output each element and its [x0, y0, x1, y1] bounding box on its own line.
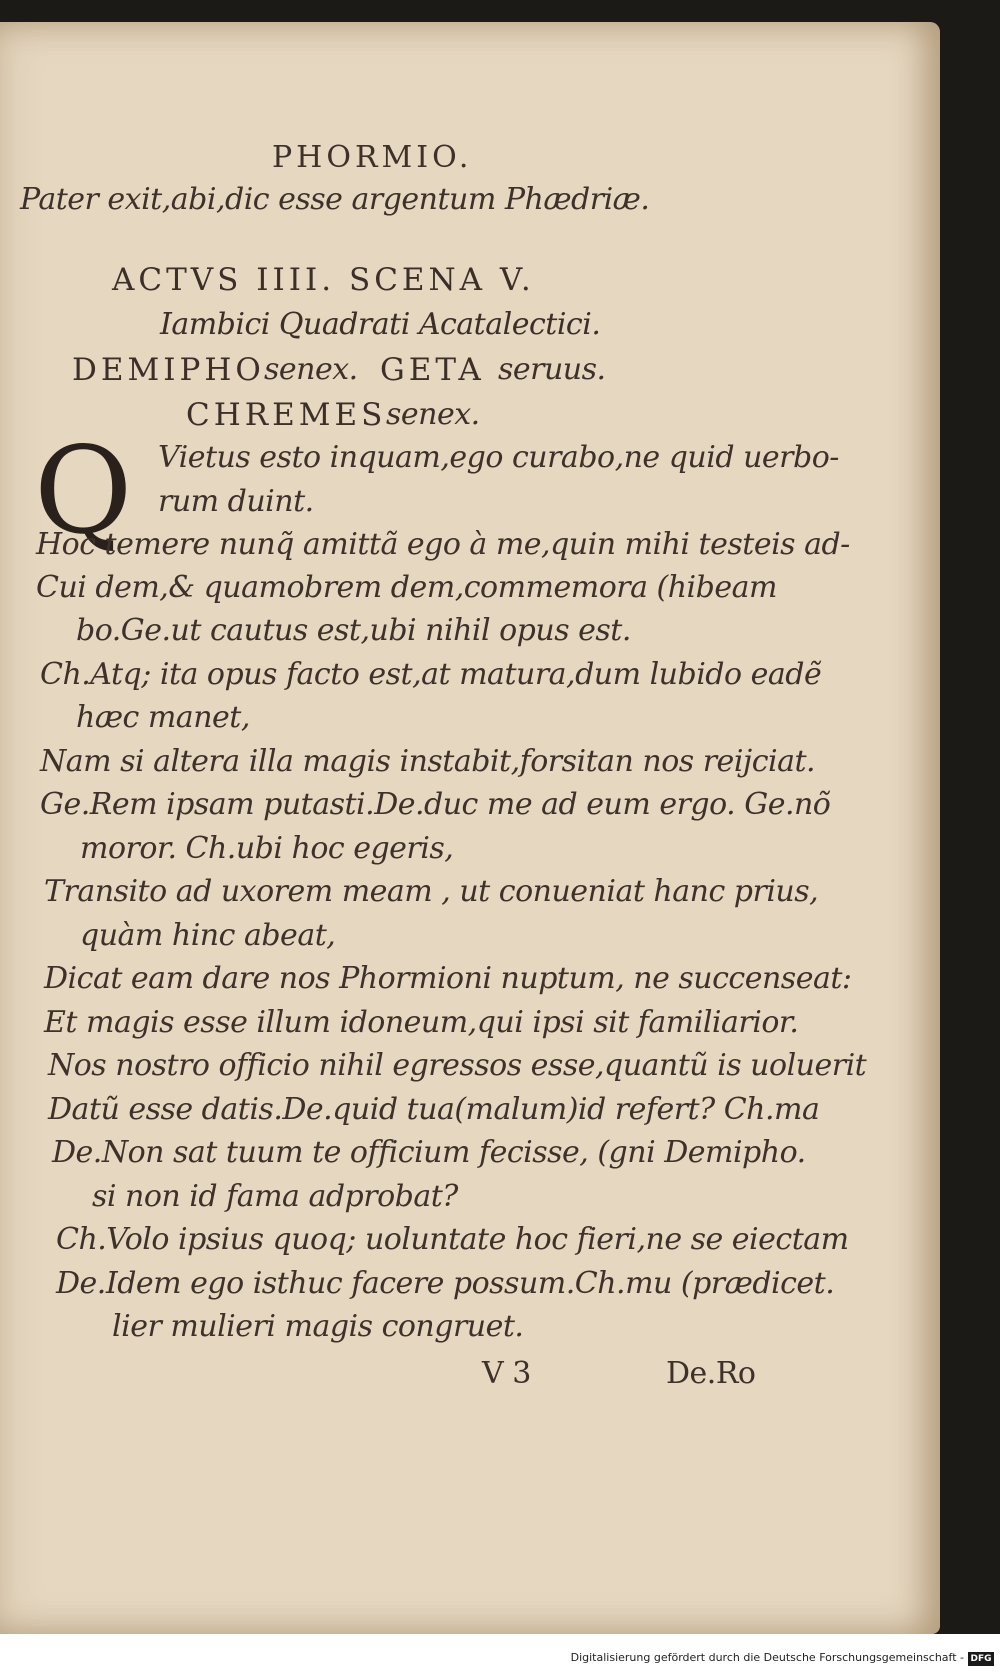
footer-bar: [0, 1634, 1000, 1678]
meter-heading: Iambici Quadrati Acatalectici.: [160, 307, 601, 342]
text-line: si non id fama adprobat?: [92, 1179, 458, 1214]
speaker-role: senex.: [386, 397, 480, 432]
book-page: [0, 22, 940, 1634]
footer-credit: Digitalisierung gefördert durch die Deutsche Forschungsgemeinschaft -: [570, 1651, 964, 1664]
speaker-geta: GETA: [380, 352, 485, 388]
catchword: De.Ro: [666, 1356, 756, 1391]
text-line: quàm hinc abeat,: [80, 918, 336, 953]
text-line: Nam si altera illa magis instabit,forsitan nos reijciat.: [40, 744, 816, 779]
page-content: [0, 22, 940, 1634]
running-head: PHORMIO.: [272, 140, 473, 175]
text-line: Transito ad uxorem meam , ut conueniat hanc prius,: [44, 874, 819, 909]
text-line: moror. Ch.ubi hoc egeris,: [80, 831, 454, 866]
text-line: lier mulieri magis congruet.: [112, 1309, 524, 1344]
dfg-logo-icon: DFG: [968, 1652, 994, 1666]
text-line: Cui dem,& quamobrem dem,commemora (hibeam: [36, 570, 777, 605]
text-line: Nos nostro officio nihil egressos esse,quantũ is uoluerit: [48, 1048, 867, 1083]
signature-mark: V 3: [482, 1356, 531, 1391]
speaker-role: senex.: [264, 352, 358, 387]
text-line: Hoc temere nunq̃ amittã ego à me,quin mihi testeis ad-: [36, 527, 850, 562]
speaker-demipho: DEMIPHO: [72, 352, 265, 388]
text-line: Ch.Volo ipsius quoq; uoluntate hoc fieri,ne se eiectam: [56, 1222, 849, 1257]
text-line: Vietus esto inquam,ego curabo,ne quid uerbo-: [158, 440, 839, 475]
text-line: Ch.Atq; ita opus facto est,at matura,dum lubido eadẽ: [40, 657, 822, 692]
text-line: bo.Ge.ut cautus est,ubi nihil opus est.: [76, 613, 631, 648]
drop-cap: Q: [34, 422, 133, 561]
text-line: Pater exit,abi,dic esse argentum Phædriæ.: [20, 182, 650, 217]
text-line: rum duint.: [158, 484, 314, 519]
text-line: Ge.Rem ipsam putasti.De.duc me ad eum ergo. Ge.nõ: [40, 787, 831, 822]
speaker-role: seruus.: [498, 352, 606, 387]
text-line: De.Non sat tuum te officium fecisse, (gni Demipho.: [52, 1135, 806, 1170]
text-line: De.Idem ego isthuc facere possum.Ch.mu (prædicet.: [56, 1266, 835, 1301]
text-line: Datũ esse datis.De.quid tua(malum)id refert? Ch.ma: [48, 1092, 820, 1127]
text-line: Et magis esse illum idoneum,qui ipsi sit familiarior.: [44, 1005, 799, 1040]
act-scene-heading: ACTVS IIII. SCENA V.: [112, 262, 535, 298]
text-line: Dicat eam dare nos Phormioni nuptum, ne succenseat:: [44, 961, 852, 996]
speaker-chremes: CHREMES: [186, 397, 387, 433]
text-line: hæc manet,: [76, 700, 250, 735]
